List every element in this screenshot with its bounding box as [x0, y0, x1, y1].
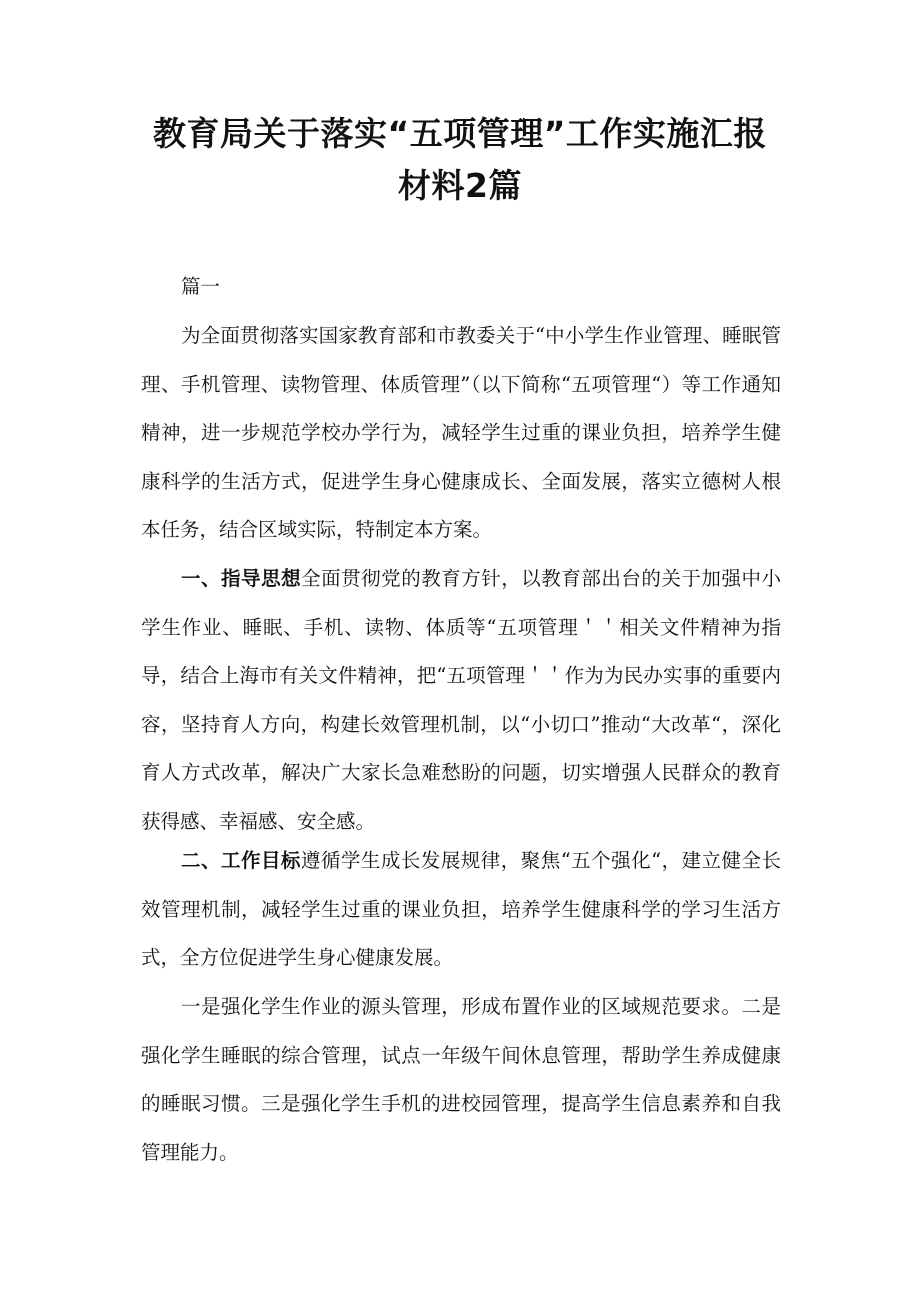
guiding-paragraph — [141, 555, 781, 847]
goals-body: 遵循学生成长发展规律，聚焦“五个强化“，建立健全长效管理机制，减轻学生过重的课业负担，培养学生健康科学的学习生活方式，全方位促进学生身心健康发展。 — [141, 849, 781, 970]
measures-paragraph: 一是强化学生作业的源头管理，形成布置作业的区域规范要求。二是强化学生睡眠的综合管理，试点一年级午间休息管理，帮助学生养成健康的睡眠习惯。三是强化学生手机的进校园管理，提高学生信息素养和自我管理能力。 — [141, 995, 781, 1164]
document-title — [100, 108, 820, 212]
intro-paragraph: 为全面贯彻落实国家教育部和市教委关于“中小学生作业管理、睡眠管理、手机管理、读物管理、体质管理”（以下简称“五项管理“）等工作通知精神，进一步规范学校办学行为，减轻学生过重的课业负担，培养学生健康科学的生活方式，促进学生身心健康成长、全面发展，落实立德树人根本任务，结合区域实际，特制定本方案。 — [141, 324, 781, 542]
section-label: 篇一 — [181, 275, 221, 298]
guiding-heading: 一、指导思想 — [181, 567, 302, 590]
guiding-body: 全面贯彻党的教育方针，以教育部出台的关于加强中小学生作业、睡眠、手机、读物、体质等“五项管理＇＇相关文件精神为指导，结合上海市有关文件精神，把“五项管理＇＇作为为民办实事的重要内容，坚持育人方向，构建长效管理机制，以“小切口”推动“大改革“，深化育人方式改革，解决广大家长急难愁盼的问题，切实增强人民群众的教育获得感、幸福感、安全感。 — [141, 567, 781, 833]
title-line-1: 教育局关于落实“五项管理”工作实施汇报 — [153, 114, 767, 153]
title-line-2: 材料2篇 — [398, 166, 522, 205]
goals-heading: 二、工作目标 — [181, 849, 301, 872]
goals-paragraph — [141, 837, 781, 983]
